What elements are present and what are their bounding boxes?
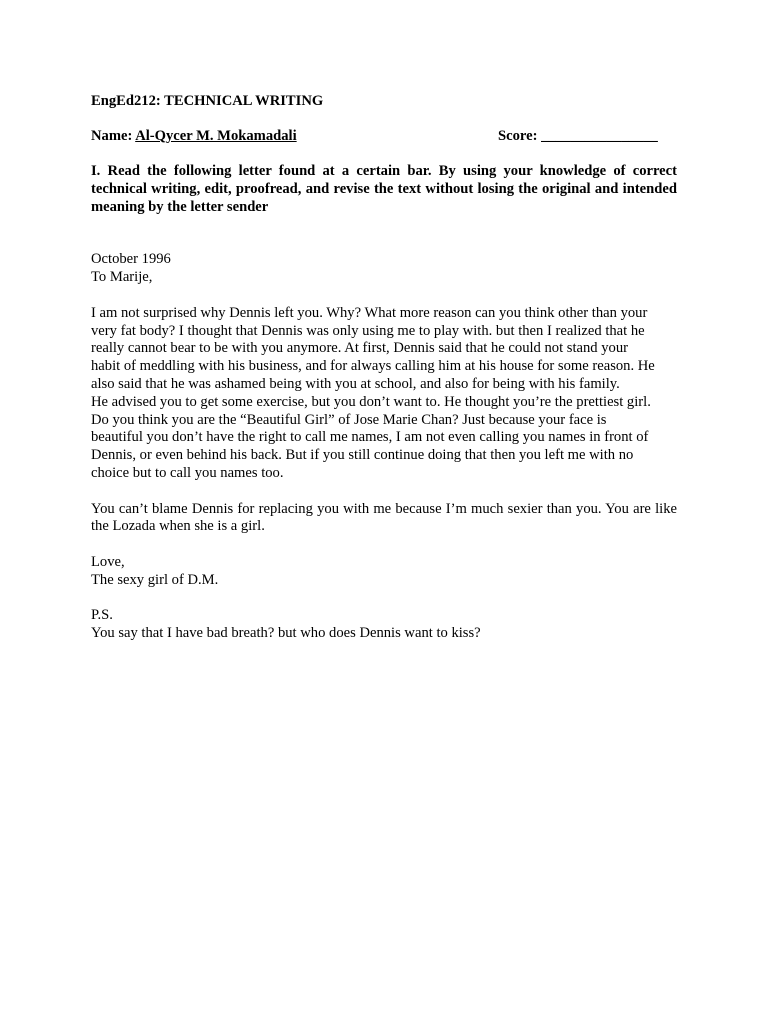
- letter-paragraph-2: You can’t blame Dennis for replacing you with me because I’m much sexier than you. You are like the Lozada when she is a girl.: [91, 500, 677, 535]
- letter-paragraph-1: [91, 305, 677, 483]
- letter-salutation: To Marije,: [91, 269, 153, 286]
- letter-closing: Love,: [91, 553, 125, 570]
- body-line: very fat body? I thought that Dennis was only using me to play with. but then I realized that he: [91, 322, 645, 339]
- letter: [91, 251, 677, 643]
- body-line: He advised you to get some exercise, but you don’t want to. He thought you’re the prettiest girl.: [91, 393, 651, 410]
- body-line: choice but to call you names too.: [91, 464, 284, 481]
- body-line: Dennis, or even behind his back. But if you still continue doing that then you left me with no: [91, 447, 634, 464]
- ps-text: You say that I have bad breath? but who does Dennis want to kiss?: [91, 625, 481, 642]
- name-label: Name:: [91, 128, 133, 144]
- document-page: [91, 93, 677, 643]
- body-line: habit of meddling with his business, and for always calling him at his house for some reason. He: [91, 358, 655, 375]
- body-line: beautiful you don’t have the right to call me names, I am not even calling you names in front of: [91, 429, 649, 446]
- body-line: also said that he was ashamed being with you at school, and also for being with his family.: [91, 375, 620, 392]
- score-field: Score: ________________: [498, 128, 658, 144]
- letter-signature: The sexy girl of D.M.: [91, 571, 219, 588]
- ps-label: P.S.: [91, 607, 113, 624]
- body-line: I am not surprised why Dennis left you. Why? What more reason can you think other than your: [91, 304, 648, 321]
- letter-date: October 1996: [91, 251, 171, 268]
- body-line: Do you think you are the “Beautiful Girl” of Jose Marie Chan? Just because your face is: [91, 411, 607, 428]
- name-score-row: [91, 128, 677, 146]
- student-name: Al-Qycer M. Mokamadali: [135, 128, 297, 144]
- course-title: EngEd212: TECHNICAL WRITING: [91, 93, 324, 109]
- instruction-text: I. Read the following letter found at a certain bar. By using your knowledge of correct technical writing, edit, proofread, and revise the text without losing the original and intended meaning by the letter sender: [91, 163, 677, 215]
- body-line: really cannot bear to be with you anymore. At first, Dennis said that he could not stand your: [91, 340, 629, 357]
